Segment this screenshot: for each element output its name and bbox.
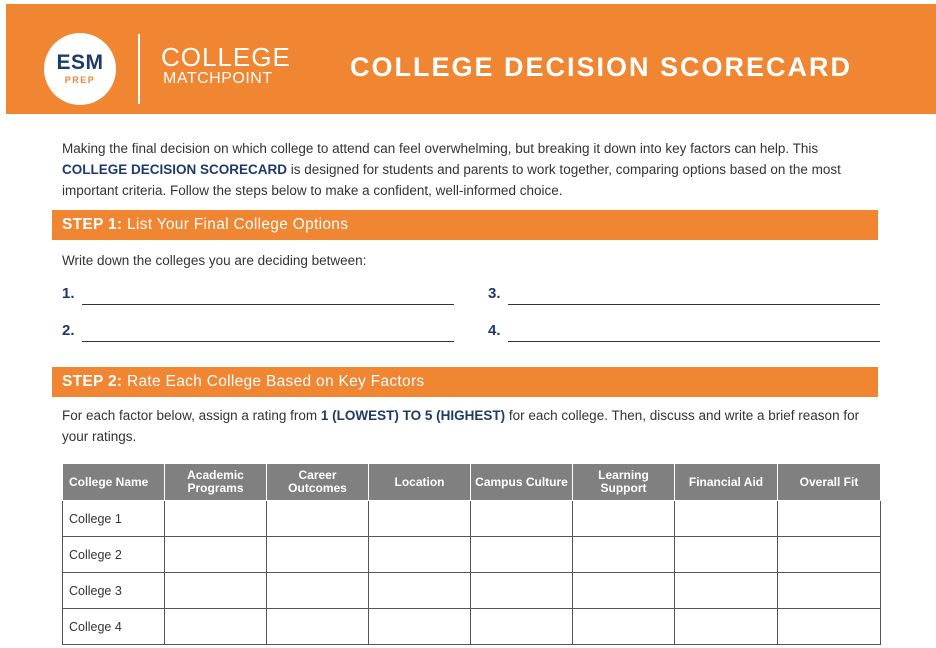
rating-cell[interactable] [165, 537, 267, 573]
rating-cell[interactable] [165, 573, 267, 609]
rating-cell[interactable] [471, 537, 573, 573]
rating-cell[interactable] [778, 537, 881, 573]
brand-line-2: MATCHPOINT [163, 70, 273, 87]
college-option-line-2[interactable] [62, 322, 454, 342]
rating-cell[interactable] [778, 501, 881, 537]
column-header: Career Outcomes [267, 464, 369, 501]
write-line [508, 341, 880, 342]
college-name-cell: College 2 [63, 537, 165, 573]
rating-cell[interactable] [267, 609, 369, 645]
rating-cell[interactable] [267, 537, 369, 573]
line-number: 1. [62, 285, 75, 302]
rating-cell[interactable] [471, 501, 573, 537]
column-header: Financial Aid [675, 464, 778, 501]
scorecard-table [62, 463, 881, 645]
rating-cell[interactable] [778, 573, 881, 609]
table-row [63, 609, 881, 645]
rating-cell[interactable] [573, 573, 675, 609]
table-row [63, 537, 881, 573]
column-header: Learning Support [573, 464, 675, 501]
line-number: 3. [488, 285, 501, 302]
table-row [63, 573, 881, 609]
write-line [82, 341, 454, 342]
college-option-line-1[interactable] [62, 285, 454, 305]
rating-cell[interactable] [675, 537, 778, 573]
rating-cell[interactable] [267, 501, 369, 537]
step2-highlight: 1 (LOWEST) TO 5 (HIGHEST) [320, 408, 506, 423]
college-option-line-3[interactable] [488, 285, 880, 305]
step1-label: STEP 1: [62, 216, 123, 233]
rating-cell[interactable] [778, 609, 881, 645]
page-title: COLLEGE DECISION SCORECARD [350, 52, 853, 82]
rating-cell[interactable] [675, 501, 778, 537]
step1-instruction: Write down the colleges you are deciding between: [62, 253, 367, 268]
rating-cell[interactable] [471, 609, 573, 645]
line-number: 2. [62, 322, 75, 339]
rating-cell[interactable] [267, 573, 369, 609]
write-line [82, 304, 454, 305]
column-header: College Name [63, 464, 165, 501]
step2-header [52, 367, 878, 397]
rating-cell[interactable] [165, 501, 267, 537]
college-option-line-4[interactable] [488, 322, 880, 342]
rating-cell[interactable] [675, 609, 778, 645]
header-banner [6, 4, 936, 114]
step2-instruction [62, 405, 872, 447]
table-header-row [63, 464, 881, 501]
write-line [508, 304, 880, 305]
logo-divider [138, 34, 140, 104]
intro-paragraph [62, 138, 872, 201]
rating-cell[interactable] [675, 573, 778, 609]
step2-label: STEP 2: [62, 373, 123, 390]
intro-text-1: Making the final decision on which college to attend can feel overwhelming, but breaking it down into key factors can help. This [62, 141, 819, 156]
step1-title: List Your Final College Options [122, 216, 349, 233]
step2-text-2: for each college. Then, discuss and write a brief reason for your ratings. [62, 408, 860, 444]
esm-prep-logo [44, 33, 116, 105]
column-header: Academic Programs [165, 464, 267, 501]
column-header: Overall Fit [778, 464, 881, 501]
table-row [63, 501, 881, 537]
college-name-cell: College 4 [63, 609, 165, 645]
rating-cell[interactable] [573, 609, 675, 645]
column-header: Campus Culture [471, 464, 573, 501]
rating-cell[interactable] [369, 537, 471, 573]
column-header: Location [369, 464, 471, 501]
intro-text-2: is designed for students and parents to work together, comparing options based on the most important criteria. Follow the steps below to make a confident, well-informed choice. [62, 162, 841, 198]
college-name-cell: College 1 [63, 501, 165, 537]
brand-line-1: COLLEGE [161, 42, 291, 72]
rating-cell[interactable] [369, 501, 471, 537]
rating-cell[interactable] [165, 609, 267, 645]
rating-cell[interactable] [573, 537, 675, 573]
step1-header [52, 210, 878, 240]
rating-cell[interactable] [369, 609, 471, 645]
rating-cell[interactable] [573, 501, 675, 537]
line-number: 4. [488, 322, 501, 339]
logo-main-text: ESM [56, 51, 104, 74]
step2-text-1: For each factor below, assign a rating from [62, 408, 321, 423]
step2-title: Rate Each College Based on Key Factors [122, 373, 425, 390]
intro-highlight: COLLEGE DECISION SCORECARD [62, 162, 288, 177]
college-name-cell: College 3 [63, 573, 165, 609]
rating-cell[interactable] [369, 573, 471, 609]
rating-cell[interactable] [471, 573, 573, 609]
logo-sub-text: PREP [64, 75, 96, 85]
